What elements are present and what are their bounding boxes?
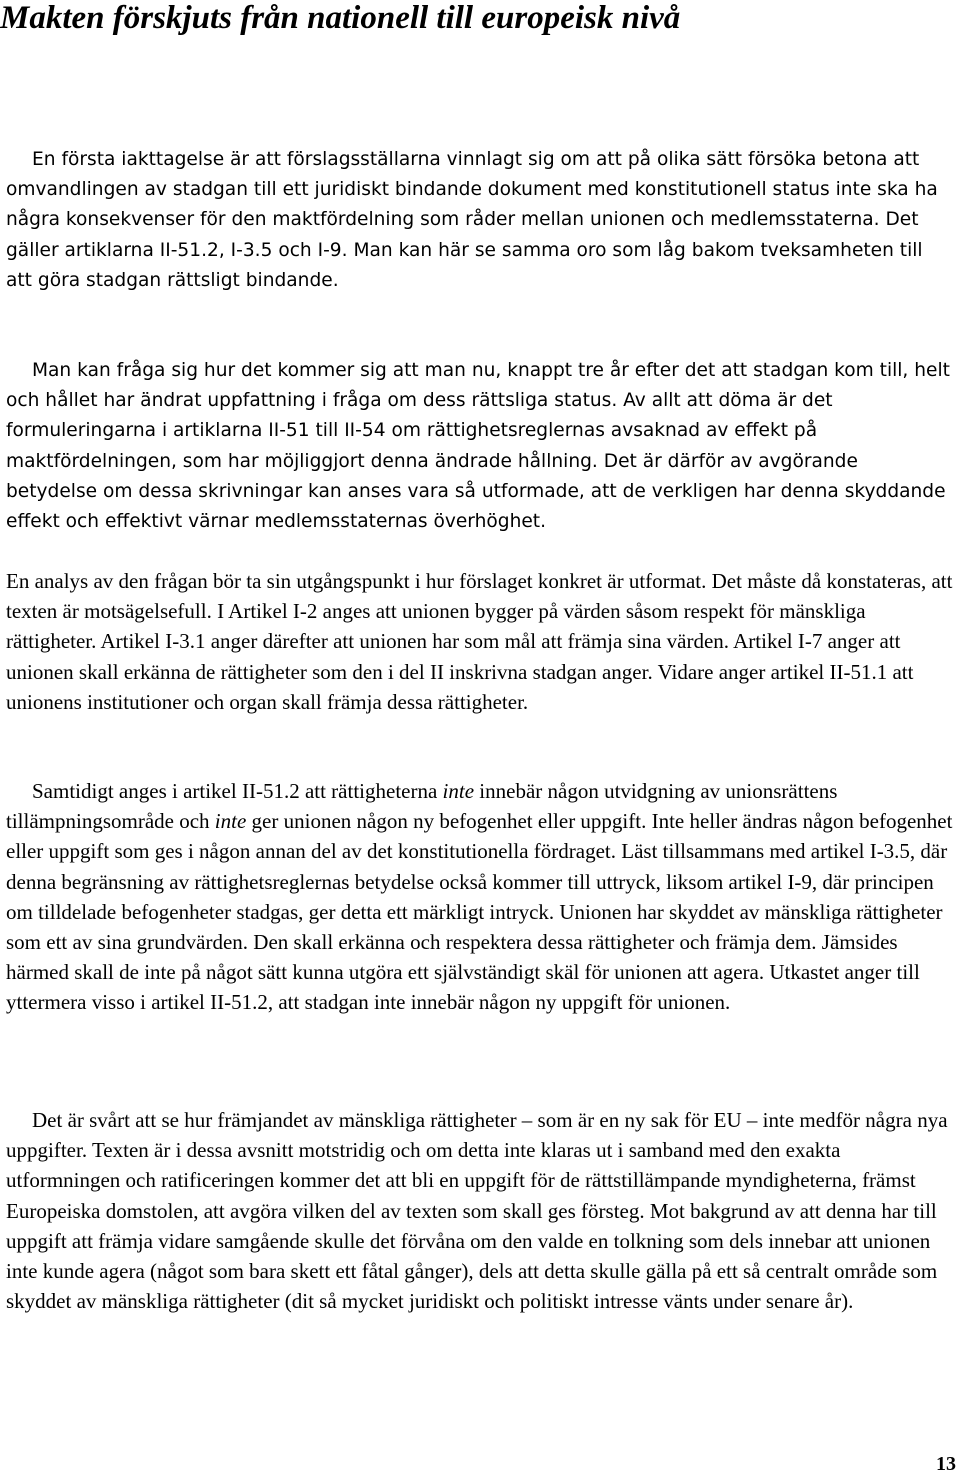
paragraph-5-text: Det är svårt att se hur främjandet av mänskliga rättigheter – som är en ny sak för EU – inte medför några nya uppgifter. Texten är i dessa avsnitt motstridig och om detta inte klaras ut i samband med den exakta utformningen och ratificeringen kommer det att bli en uppgift för de rättstillämpande myndigheterna, främst Europeiska domstolen, att avgöra vilken del av texten som skall ges försteg. Mot bakgrund av att denna har till uppgift att främja vidare samgående skulle det förvåna om den valde en tolkning som dels innebar att unionen inte kunde agera (något som bara skett ett fåtal gånger), dels att detta skulle gälla på ett så centralt område som skyddet av mänskliga rättigheter (dit så mycket juridiskt och politiskt intresse vänts under senare år). — [6, 1108, 948, 1314]
emphasis-inte-2: inte — [214, 809, 247, 834]
page-number: 13 — [936, 1453, 956, 1475]
paragraph-4-text-middle: innebär någon utvidgning av unionsrättens tillämpningsområde och — [6, 779, 838, 834]
paragraph-4-text-end: ger unionen någon ny befogenhet eller uppgift. Inte heller ändras någon befogenhet eller uppgift som ges i någon annan del av det konstitutionella fördraget. Läst tillsammans med artikel I-3.5, där denna begränsning av rättighetsreglernas betydelse också kommer till uttryck, liksom artikel I-9, där principen om tilldelade befogenheter stadgas, ger detta ett märkligt intryck. Unionen har skyddet av mänskliga rättigheter som ett av sina grundvärden. Den skall erkänna och respektera dessa rättigheter och främja dem. Jämsides härmed skall de inte på något sätt kunna utgöra ett självständigt skäl för unionen att agera. Utkastet anger till yttermera visso i artikel II-51.2, att stadgan inte innebär någon ny uppgift för unionen. — [6, 809, 953, 1015]
paragraph-5 — [6, 1105, 954, 1316]
page-title: Makten förskjuts från nationell till europeisk nivå — [0, 0, 681, 36]
paragraph-3-text: En analys av den frågan bör ta sin utgångspunkt i hur förslaget konkret är utformat. Det måste då konstateras, att texten är motsägelsefull. I Artikel I-2 anges att unionen bygger på värden såsom respekt för mänskliga rättigheter. Artikel I-3.1 anger därefter att unionen har som mål att främja sina värden. Artikel I-7 anger att unionen skall erkänna de rättigheter som den i del II inskrivna stadgan anger. Vidare anger artikel II-51.1 att unionens institutioner och organ skall främja dessa rättigheter. — [6, 569, 953, 714]
paragraph-1-text: En första iakttagelse är att förslagsställarna vinnlagt sig om att på olika sätt försöka betona att omvandlingen av stadgan till ett juridiskt bindande dokument med konstitutionell status inte ska ha några konsekvenser för den maktfördelning som råder mellan unionen och medlemsstaterna. Det gäller artiklarna II-51.2, I-3.5 och I-9. Man kan här se samma oro som låg bakom tveksamheten till att göra stadgan rättsligt bindande. — [6, 149, 938, 291]
paragraph-4 — [6, 776, 954, 1018]
paragraph-1 — [6, 145, 954, 296]
paragraph-4-text-start: Samtidigt anges i artikel II-51.2 att rättigheterna — [32, 779, 443, 803]
paragraph-2 — [6, 356, 954, 537]
emphasis-inte-1: inte — [442, 779, 475, 803]
paragraph-2-text: Man kan fråga sig hur det kommer sig att man nu, knappt tre år efter det att stadgan kom till, helt och hållet har ändrat uppfattning i fråga om dess rättsliga status. Av allt att döma är det formuleringarna i artiklarna II-51 till II-54 om rättighetsreglernas avsaknad av effekt på maktfördelningen, som har möjliggjort denna ändrade hållning. Det är därför av avgörande betydelse om dessa skrivningar kan anses vara så utformade, att de verkligen har denna skyddande effekt och effektivt värnar medlemsstaternas överhöghet. — [6, 360, 950, 533]
paragraph-3 — [6, 566, 954, 717]
